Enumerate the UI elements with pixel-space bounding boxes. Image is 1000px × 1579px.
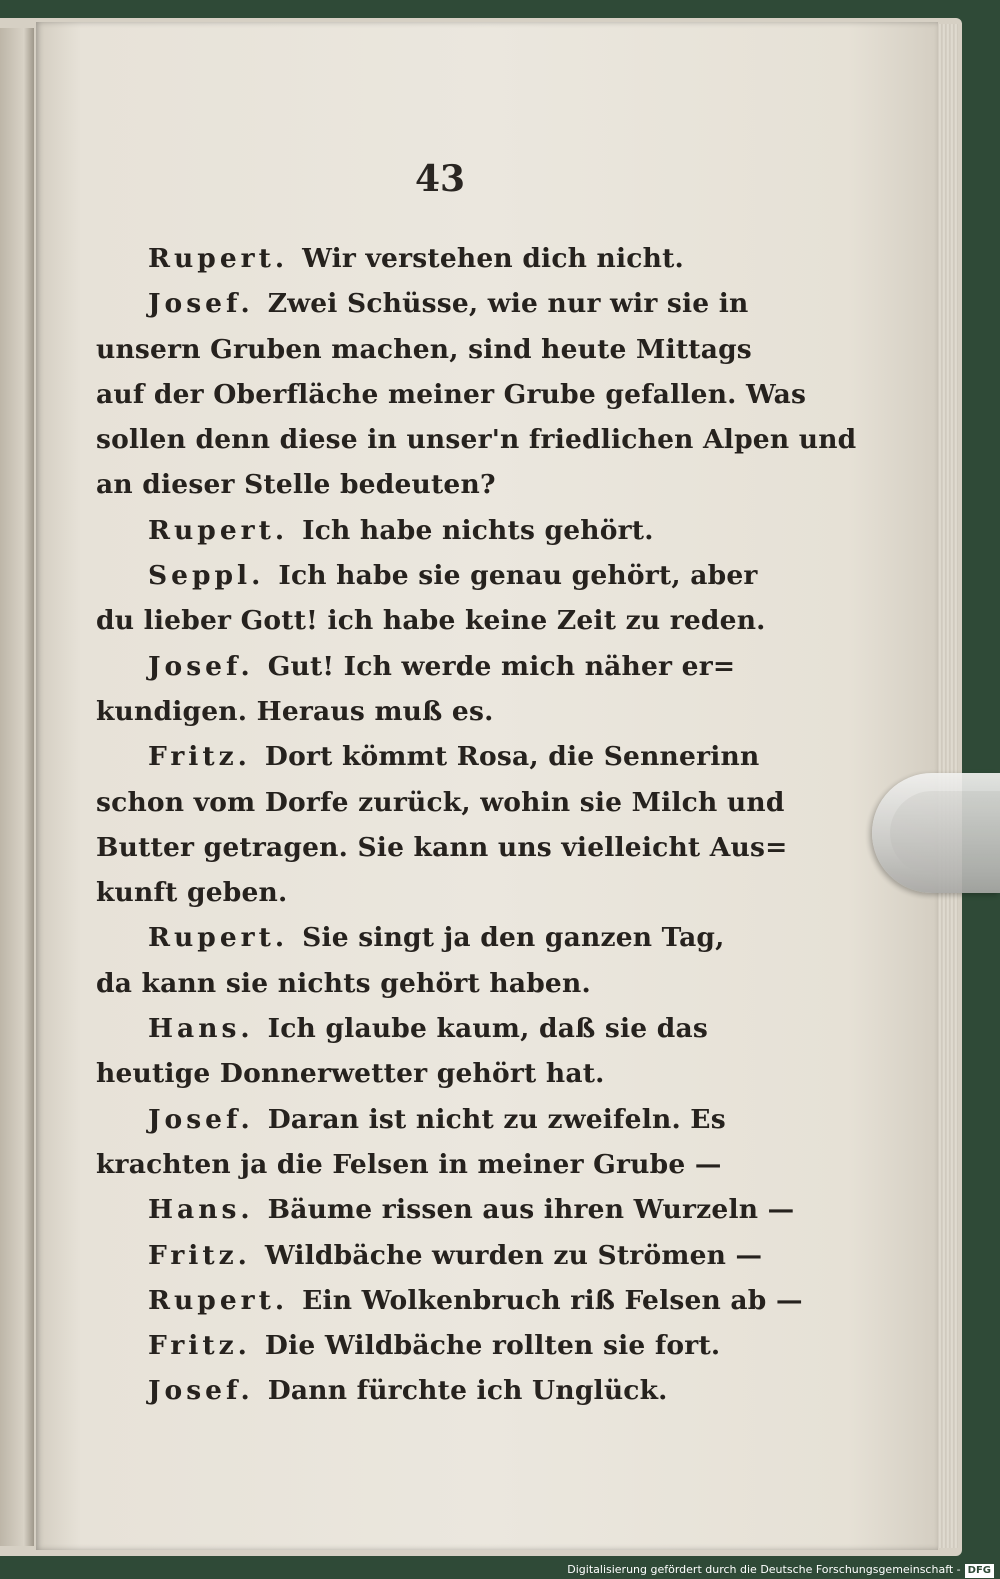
dfg-logo: DFG [965, 1564, 994, 1578]
line-text: Gut! Ich werde mich näher er= [267, 650, 736, 682]
speaker-name: Rupert. [148, 1284, 289, 1316]
text-line [96, 915, 776, 960]
line-text: unsern Gruben machen, sind heute Mittags [96, 333, 752, 365]
speaker-name: Fritz. [148, 1330, 251, 1362]
text-line [96, 1097, 776, 1142]
text-line [96, 689, 776, 734]
line-text: Daran ist nicht zu zweifeln. Es [267, 1103, 726, 1135]
line-text: sollen denn diese in unser'n friedlichen Alpen und [96, 424, 857, 456]
line-text: auf der Oberfläche meiner Grube gefallen. Was [96, 378, 807, 410]
text-line [96, 236, 776, 281]
line-text: Ich habe nichts gehört. [302, 514, 654, 546]
speaker-name: Rupert. [148, 922, 289, 954]
text-line [96, 1233, 776, 1278]
text-line [96, 1368, 776, 1413]
text-line [96, 417, 857, 462]
speaker-name: Josef. [148, 288, 254, 320]
text-line [96, 372, 807, 417]
speaker-name: Hans. [148, 1013, 254, 1045]
text-line [96, 1006, 776, 1051]
text-line [96, 870, 776, 915]
speaker-name: Rupert. [148, 514, 289, 546]
digitization-credit [567, 1563, 994, 1577]
line-text: Sie singt ja den ganzen Tag, [302, 922, 725, 954]
dialogue-text [96, 236, 857, 1414]
line-text: Wildbäche wurden zu Strömen — [264, 1239, 763, 1271]
speaker-name: Fritz. [148, 1239, 251, 1271]
page-number: 43 [414, 158, 466, 200]
line-text: Bäume rissen aus ihren Wurzeln — [267, 1194, 795, 1226]
line-text: an dieser Stelle bedeuten? [96, 469, 496, 501]
text-line [96, 281, 776, 326]
line-text: Ich glaube kaum, daß sie das [267, 1013, 708, 1045]
line-text: Ich habe sie genau gehört, aber [278, 560, 758, 592]
text-line [96, 1051, 776, 1096]
line-text: Wir verstehen dich nicht. [302, 243, 684, 274]
speaker-name: Hans. [148, 1194, 254, 1226]
page-clip [872, 773, 1000, 893]
text-line [96, 1142, 776, 1187]
line-text: kundigen. Heraus muß es. [96, 695, 494, 727]
speaker-name: Josef. [148, 650, 254, 682]
text-line [96, 825, 788, 870]
line-text: schon vom Dorfe zurück, wohin sie Milch und [96, 786, 785, 818]
text-line [96, 961, 776, 1006]
text-line [96, 734, 776, 779]
line-text: Butter getragen. Sie kann uns vielleicht Aus= [96, 831, 788, 863]
line-text: Die Wildbäche rollten sie fort. [264, 1330, 721, 1362]
footer-text: Digitalisierung gefördert durch die Deutsche Forschungsgemeinschaft - [567, 1563, 961, 1576]
line-text: du lieber Gott! ich habe keine Zeit zu reden. [96, 605, 766, 637]
text-line [96, 780, 785, 825]
speaker-name: Fritz. [148, 741, 251, 773]
line-text: kunft geben. [96, 877, 288, 909]
speaker-name: Rupert. [148, 243, 289, 274]
text-line [96, 553, 776, 598]
text-line [96, 1323, 776, 1368]
text-line [96, 1187, 795, 1232]
line-text: Zwei Schüsse, wie nur wir sie in [267, 288, 749, 320]
line-text: Dort kömmt Rosa, die Sennerinn [264, 741, 760, 773]
text-line [96, 598, 776, 643]
text-line [96, 508, 776, 553]
previous-page-edge [0, 28, 34, 1546]
line-text: heutige Donnerwetter gehört hat. [96, 1058, 605, 1090]
speaker-name: Josef. [148, 1103, 254, 1135]
speaker-name: Seppl. [148, 560, 265, 592]
line-text: da kann sie nichts gehört haben. [96, 967, 591, 999]
line-text: Ein Wolkenbruch riß Felsen ab — [302, 1284, 803, 1316]
text-line [96, 327, 776, 372]
text-line [96, 1278, 803, 1323]
text-line [96, 462, 776, 507]
line-text: krachten ja die Felsen in meiner Grube — [96, 1148, 722, 1180]
line-text: Dann fürchte ich Unglück. [267, 1375, 668, 1407]
text-line [96, 644, 776, 689]
speaker-name: Josef. [148, 1375, 254, 1407]
